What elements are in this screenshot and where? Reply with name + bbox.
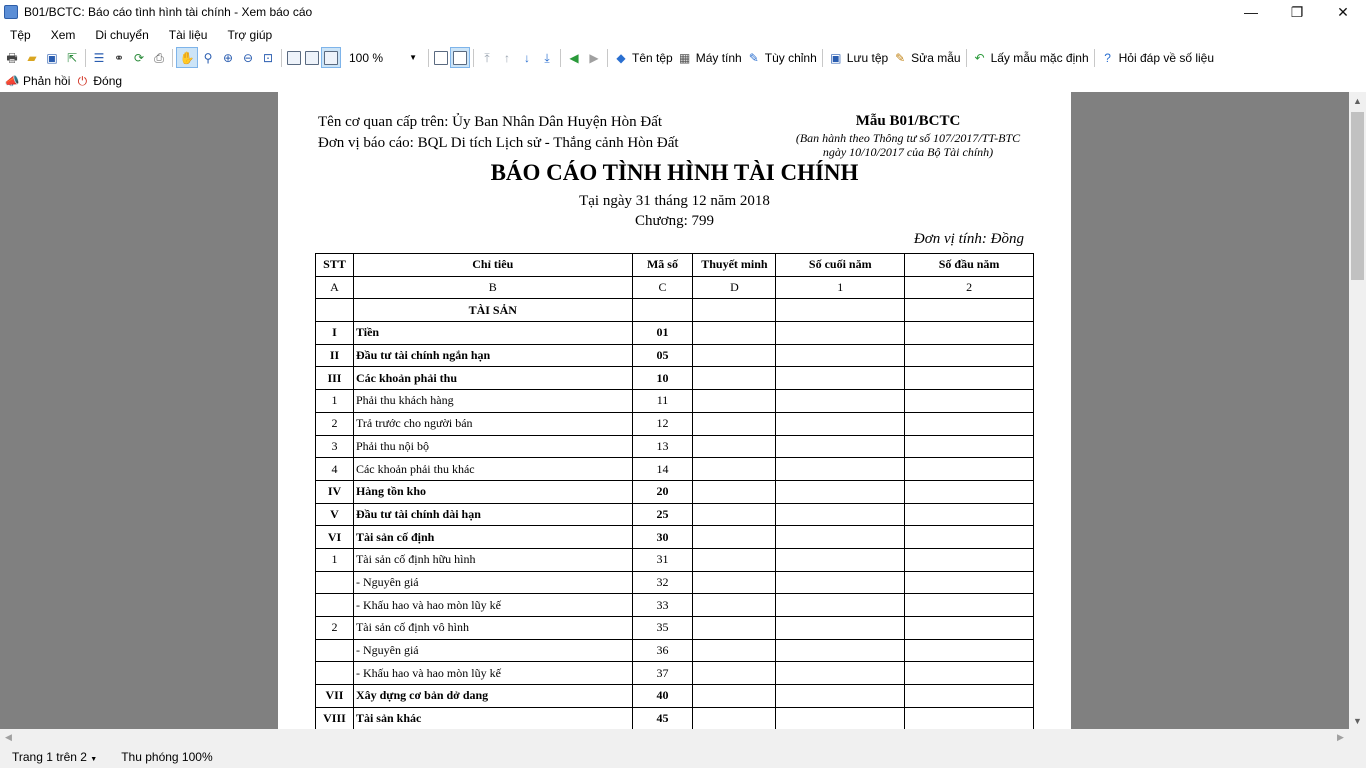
zoom-in-button[interactable] <box>218 47 238 68</box>
financial-table <box>315 253 1034 729</box>
row-stt: VII <box>316 685 354 708</box>
table-row <box>316 685 1034 708</box>
menu-bar <box>0 24 1366 46</box>
zoom-select[interactable] <box>345 49 421 67</box>
scroll-down-icon[interactable]: ▼ <box>1353 715 1362 726</box>
vertical-scrollbar[interactable] <box>1349 92 1366 729</box>
save-file-button[interactable] <box>826 47 890 68</box>
menu-tro-giup[interactable]: Trợ giúp <box>227 28 273 42</box>
preview-button[interactable] <box>149 47 169 68</box>
row-stt: 2 <box>316 412 354 435</box>
arrow-up-icon: ↑ <box>504 50 510 65</box>
row-end-year <box>776 526 905 549</box>
row-end-year <box>776 571 905 594</box>
row-stt: 4 <box>316 458 354 481</box>
save-file-label: Lưu tệp <box>846 50 889 65</box>
table-row <box>316 639 1034 662</box>
table-row <box>316 390 1034 413</box>
code-2: 2 <box>905 276 1034 299</box>
row-code: 35 <box>632 617 693 640</box>
row-name: Tài sản cố định hữu hình <box>353 548 632 571</box>
minimize-button[interactable]: — <box>1244 4 1258 20</box>
row-start-year <box>905 617 1034 640</box>
save-button[interactable] <box>42 47 62 68</box>
prev-page-button[interactable] <box>497 47 517 68</box>
scroll-corner <box>1349 729 1366 746</box>
separator <box>172 49 173 67</box>
separator <box>607 49 608 67</box>
row-name: Hàng tồn kho <box>353 480 632 503</box>
row-name: Xây dựng cơ bản dở dang <box>353 685 632 708</box>
row-name: Trả trước cho người bán <box>353 412 632 435</box>
row-start-year <box>905 458 1034 481</box>
report-chapter: Chương: 799 <box>635 213 714 229</box>
report-date: Tại ngày 31 tháng 12 năm 2018 <box>579 193 770 209</box>
header-thuyet-minh: Thuyết minh <box>693 254 776 277</box>
zoom-tool-button[interactable] <box>198 47 218 68</box>
zoom-in-icon: ⊕ <box>222 50 234 65</box>
row-name: Đầu tư tài chính ngắn hạn <box>353 344 632 367</box>
refresh-icon: ⟳ <box>133 50 145 65</box>
row-code: 10 <box>632 367 693 390</box>
row-note <box>693 685 776 708</box>
row-name: - Khấu hao và hao mòn lũy kế <box>353 662 632 685</box>
row-end-year <box>776 548 905 571</box>
row-name: Phải thu nội bộ <box>353 435 632 458</box>
row-stt: V <box>316 503 354 526</box>
row-name: Tài sản cố định <box>353 526 632 549</box>
column-code-row <box>316 276 1034 299</box>
row-code: 13 <box>632 435 693 458</box>
help-icon: ? <box>1104 50 1111 65</box>
fit-page-button[interactable] <box>303 47 321 68</box>
table-row <box>316 435 1034 458</box>
megaphone-icon: 📣 <box>4 73 20 88</box>
row-start-year <box>905 367 1034 390</box>
row-end-year <box>776 480 905 503</box>
scroll-thumb[interactable] <box>1351 112 1364 280</box>
scroll-left-icon[interactable]: ◀ <box>5 732 12 742</box>
row-name: Tài sản cố định vô hình <box>353 617 632 640</box>
row-name: Các khoản phải thu <box>353 367 632 390</box>
row-stt: 1 <box>316 390 354 413</box>
zoom-area-icon: ⊡ <box>262 50 274 65</box>
next-page-button[interactable] <box>517 47 537 68</box>
magnifier-icon: ⚲ <box>203 50 213 65</box>
form-code: Mẫu B01/BCTC <box>855 113 961 129</box>
back-button[interactable] <box>564 47 584 68</box>
separator <box>822 49 823 67</box>
window-title: B01/BCTC: Báo cáo tình hình tài chính - Xem báo cáo <box>24 5 313 19</box>
actual-size-button[interactable] <box>321 47 341 68</box>
table-row <box>316 480 1034 503</box>
row-name: Tài sản khác <box>353 707 632 729</box>
single-page-button[interactable] <box>432 47 450 68</box>
row-note <box>693 594 776 617</box>
row-note <box>693 344 776 367</box>
continuous-page-button[interactable] <box>450 47 470 68</box>
row-stt: IV <box>316 480 354 503</box>
row-name: - Khấu hao và hao mòn lũy kế <box>353 594 632 617</box>
row-end-year <box>776 322 905 345</box>
zoom-rect-button[interactable] <box>258 47 278 68</box>
document-viewport[interactable] <box>0 92 1349 729</box>
close-report-button[interactable] <box>72 70 124 91</box>
form-note-line-1: (Ban hành theo Thông tư số 107/2017/TT-BTC <box>795 131 1021 145</box>
app-icon <box>4 5 18 19</box>
calculator-icon: ▦ <box>679 50 691 65</box>
agency-name: Tên cơ quan cấp trên: Ủy Ban Nhân Dân Huyện Hòn Đất <box>318 114 663 130</box>
printer-icon: 🖶 <box>6 50 18 65</box>
row-start-year <box>905 322 1034 345</box>
header-ma-so: Mã số <box>632 254 693 277</box>
code-c: C <box>632 276 693 299</box>
row-stt: 1 <box>316 548 354 571</box>
outline-button[interactable] <box>89 47 109 68</box>
first-page-button[interactable] <box>477 47 497 68</box>
row-stt <box>316 571 354 594</box>
table-row <box>316 412 1034 435</box>
find-button[interactable] <box>109 47 129 68</box>
report-title: BÁO CÁO TÌNH HÌNH TÀI CHÍNH <box>490 160 859 185</box>
row-note <box>693 639 776 662</box>
table-row <box>316 707 1034 729</box>
separator <box>560 49 561 67</box>
row-stt: VI <box>316 526 354 549</box>
table-row <box>316 367 1034 390</box>
default-template-label: Lấy mẫu mặc định <box>990 50 1089 65</box>
report-page <box>278 92 1071 729</box>
row-note <box>693 367 776 390</box>
row-end-year <box>776 707 905 729</box>
secondary-toolbar <box>0 69 1366 92</box>
fit-page-icon <box>305 51 319 65</box>
file-name-label: Tên tệp <box>632 50 673 65</box>
row-code: 12 <box>632 412 693 435</box>
chevron-down-icon: ▼ <box>90 756 98 763</box>
restore-button[interactable]: ❐ <box>1290 3 1304 20</box>
row-note <box>693 571 776 594</box>
row-code: 32 <box>632 571 693 594</box>
row-note <box>693 617 776 640</box>
table-row <box>316 503 1034 526</box>
table-row <box>316 548 1034 571</box>
row-name: - Nguyên giá <box>353 571 632 594</box>
menu-tep[interactable]: Tệp <box>10 28 31 42</box>
status-bar <box>0 746 1366 768</box>
row-end-year <box>776 685 905 708</box>
row-note <box>693 435 776 458</box>
report-header-left <box>318 112 679 154</box>
separator <box>281 49 282 67</box>
row-code: 11 <box>632 390 693 413</box>
separator <box>1094 49 1095 67</box>
close-report-label: Đóng <box>93 73 123 88</box>
table-row <box>316 526 1034 549</box>
row-note <box>693 503 776 526</box>
chevron-down-icon: ▼ <box>409 53 417 62</box>
row-note <box>693 548 776 571</box>
row-note <box>693 480 776 503</box>
actual-size-icon <box>324 51 338 65</box>
row-start-year <box>905 526 1034 549</box>
zoom-out-icon: ⊖ <box>242 50 254 65</box>
row-end-year <box>776 435 905 458</box>
continuous-page-icon <box>453 51 467 65</box>
row-stt: I <box>316 322 354 345</box>
default-template-button[interactable] <box>970 47 1091 68</box>
row-code: 20 <box>632 480 693 503</box>
report-header-right <box>748 112 1068 159</box>
forward-button[interactable] <box>584 47 604 68</box>
forward-icon: ▶ <box>589 50 599 65</box>
table-row <box>316 322 1034 345</box>
row-start-year <box>905 412 1034 435</box>
last-page-icon: ⤓ <box>544 50 550 65</box>
print-button[interactable] <box>2 47 22 68</box>
last-page-button[interactable] <box>537 47 557 68</box>
header-chi-tieu: Chỉ tiêu <box>353 254 632 277</box>
header-so-dau-nam: Số đầu năm <box>905 254 1034 277</box>
hand-icon: ✋ <box>179 50 195 65</box>
row-code: 05 <box>632 344 693 367</box>
row-name: Phải thu khách hàng <box>353 390 632 413</box>
row-code: 25 <box>632 503 693 526</box>
row-code: 01 <box>632 322 693 345</box>
code-1: 1 <box>776 276 905 299</box>
help-data-label: Hỏi đáp về số liệu <box>1118 50 1215 65</box>
row-stt: VIII <box>316 707 354 729</box>
row-note <box>693 322 776 345</box>
section-row <box>316 299 1034 322</box>
feedback-button[interactable] <box>2 70 72 91</box>
customize-icon: ✎ <box>748 50 759 65</box>
row-end-year <box>776 344 905 367</box>
table-row <box>316 617 1034 640</box>
row-end-year <box>776 617 905 640</box>
row-note <box>693 526 776 549</box>
row-start-year <box>905 571 1034 594</box>
row-code: 30 <box>632 526 693 549</box>
row-note <box>693 412 776 435</box>
close-button[interactable]: ✕ <box>1337 3 1349 20</box>
row-code: 37 <box>632 662 693 685</box>
row-stt: 3 <box>316 435 354 458</box>
row-stt: II <box>316 344 354 367</box>
row-note <box>693 458 776 481</box>
calculator-label: Máy tính <box>695 50 742 65</box>
refresh-button[interactable] <box>129 47 149 68</box>
page-indicator[interactable]: Trang 1 trên 2 ▼ <box>12 750 98 764</box>
row-start-year <box>905 707 1034 729</box>
row-start-year <box>905 594 1034 617</box>
edit-template-button[interactable] <box>890 47 962 68</box>
row-name: Các khoản phải thu khác <box>353 458 632 481</box>
row-end-year <box>776 390 905 413</box>
row-name: - Nguyên giá <box>353 639 632 662</box>
separator <box>473 49 474 67</box>
customize-label: Tùy chỉnh <box>764 50 817 65</box>
row-stt <box>316 639 354 662</box>
row-start-year <box>905 548 1034 571</box>
folder-icon: ▰ <box>27 50 37 65</box>
disk-icon: ▣ <box>46 50 58 65</box>
row-code: 14 <box>632 458 693 481</box>
scroll-right-icon[interactable]: ▶ <box>1337 732 1344 742</box>
arrow-down-icon: ↓ <box>524 50 530 65</box>
section-title: TÀI SẢN <box>353 299 632 322</box>
binoculars-icon: ⚭ <box>113 50 125 65</box>
separator <box>85 49 86 67</box>
row-code: 45 <box>632 707 693 729</box>
row-start-year <box>905 685 1034 708</box>
row-start-year <box>905 662 1034 685</box>
menu-di-chuyen[interactable]: Di chuyển <box>95 28 149 42</box>
row-code: 40 <box>632 685 693 708</box>
table-header-row <box>316 254 1034 277</box>
row-start-year <box>905 639 1034 662</box>
row-name: Tiền <box>353 322 632 345</box>
row-end-year <box>776 503 905 526</box>
feedback-label: Phản hồi <box>23 73 71 88</box>
table-row <box>316 662 1034 685</box>
row-end-year <box>776 412 905 435</box>
header-stt: STT <box>316 254 354 277</box>
row-end-year <box>776 367 905 390</box>
single-page-icon <box>434 51 448 65</box>
header-so-cuoi-nam: Số cuối năm <box>776 254 905 277</box>
row-start-year <box>905 390 1034 413</box>
open-button[interactable] <box>22 47 42 68</box>
row-stt <box>316 594 354 617</box>
save-icon: ▣ <box>830 50 842 65</box>
zoom-out-button[interactable] <box>238 47 258 68</box>
export-button[interactable] <box>62 47 82 68</box>
power-icon: ⏻ <box>77 73 88 88</box>
edit-icon: ✎ <box>895 50 906 65</box>
undo-icon: ↶ <box>974 50 985 65</box>
separator <box>428 49 429 67</box>
row-note <box>693 707 776 729</box>
row-end-year <box>776 662 905 685</box>
row-stt: III <box>316 367 354 390</box>
row-start-year <box>905 480 1034 503</box>
main-toolbar <box>0 46 1366 69</box>
row-stt <box>316 662 354 685</box>
code-b: B <box>353 276 632 299</box>
code-d: D <box>693 276 776 299</box>
edit-template-label: Sửa mẫu <box>911 50 961 65</box>
row-stt: 2 <box>316 617 354 640</box>
fit-width-button[interactable] <box>285 47 303 68</box>
menu-tai-lieu[interactable]: Tài liệu <box>168 28 208 42</box>
row-note <box>693 662 776 685</box>
file-name-button[interactable] <box>611 47 675 68</box>
row-start-year <box>905 344 1034 367</box>
customize-button[interactable] <box>744 47 819 68</box>
row-name: Đầu tư tài chính dài hạn <box>353 503 632 526</box>
row-code: 31 <box>632 548 693 571</box>
row-end-year <box>776 639 905 662</box>
row-note <box>693 390 776 413</box>
row-end-year <box>776 594 905 617</box>
table-row <box>316 594 1034 617</box>
first-page-icon: ⤒ <box>484 50 490 65</box>
menu-xem[interactable]: Xem <box>50 28 76 42</box>
row-start-year <box>905 503 1034 526</box>
calculator-button[interactable] <box>675 47 744 68</box>
form-note-line-2: ngày 10/10/2017 của Bộ Tài chính) <box>822 145 994 159</box>
info-icon: ◆ <box>616 50 626 65</box>
help-data-button[interactable] <box>1098 47 1216 68</box>
row-code: 33 <box>632 594 693 617</box>
back-icon: ◀ <box>569 50 579 65</box>
table-row <box>316 571 1034 594</box>
horizontal-scrollbar[interactable] <box>0 729 1349 746</box>
title-bar <box>0 0 1366 24</box>
reporting-unit: Đơn vị báo cáo: BQL Di tích Lịch sử - Thắng cảnh Hòn Đất <box>318 135 679 151</box>
table-row <box>316 344 1034 367</box>
scroll-up-icon[interactable]: ▲ <box>1353 95 1362 106</box>
preview-icon: ⎙ <box>154 50 164 65</box>
zoom-indicator: Thu phóng 100% <box>121 750 213 764</box>
hand-tool-button[interactable] <box>176 47 198 68</box>
currency-unit: Đơn vị tính: Đồng <box>913 231 1024 247</box>
code-a: A <box>316 276 354 299</box>
row-end-year <box>776 458 905 481</box>
separator <box>966 49 967 67</box>
table-row <box>316 458 1034 481</box>
row-code: 36 <box>632 639 693 662</box>
fit-width-icon <box>287 51 301 65</box>
zoom-value: 100 % <box>349 50 384 65</box>
list-icon: ☰ <box>93 50 105 65</box>
row-start-year <box>905 435 1034 458</box>
export-icon: ⇱ <box>66 50 78 65</box>
